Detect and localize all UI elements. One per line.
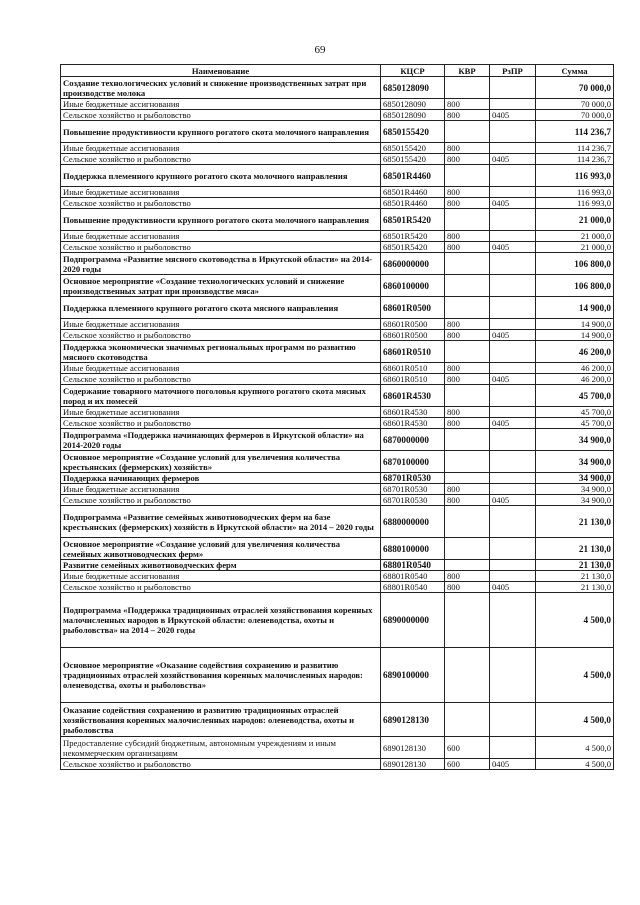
row-rzpr	[490, 593, 536, 648]
row-rzpr: 0405	[490, 154, 536, 165]
row-rzpr	[490, 319, 536, 330]
row-name: Основное мероприятие «Оказание содействия сохранению и развитию традиционных отраслей хозяйствования коренных малочисленных народов: оленеводства, охоты и рыболовства»	[61, 648, 381, 703]
row-name: Иные бюджетные ассигнования	[61, 571, 381, 582]
row-rzpr	[490, 209, 536, 231]
row-kvr	[445, 121, 490, 143]
row-name: Сельское хозяйство и рыболовство	[61, 330, 381, 341]
table-row	[61, 187, 614, 198]
table-row	[61, 571, 614, 582]
row-kcsr: 6850155420	[381, 121, 445, 143]
row-rzpr: 0405	[490, 759, 536, 770]
row-sum: 70 000,0	[536, 99, 614, 110]
row-rzpr	[490, 648, 536, 703]
row-sum: 106 800,0	[536, 253, 614, 275]
row-kvr: 800	[445, 242, 490, 253]
table-row	[61, 110, 614, 121]
row-name: Сельское хозяйство и рыболовство	[61, 759, 381, 770]
row-name: Иные бюджетные ассигнования	[61, 363, 381, 374]
row-sum: 21 000,0	[536, 231, 614, 242]
row-kcsr: 6850128090	[381, 99, 445, 110]
row-kvr	[445, 385, 490, 407]
row-kcsr: 68501R5420	[381, 242, 445, 253]
row-kvr	[445, 77, 490, 99]
table-row	[61, 385, 614, 407]
row-kvr: 800	[445, 495, 490, 506]
row-name: Поддержка племенного крупного рогатого скота мясного направления	[61, 297, 381, 319]
row-kcsr: 6890000000	[381, 593, 445, 648]
row-kcsr: 6850155420	[381, 154, 445, 165]
row-kvr: 800	[445, 571, 490, 582]
row-sum: 46 200,0	[536, 341, 614, 363]
row-rzpr: 0405	[490, 242, 536, 253]
table-row	[61, 538, 614, 560]
row-kcsr: 68601R0510	[381, 363, 445, 374]
row-kcsr: 68801R0540	[381, 560, 445, 571]
row-name: Сельское хозяйство и рыболовство	[61, 582, 381, 593]
table-row	[61, 319, 614, 330]
row-kcsr: 6860100000	[381, 275, 445, 297]
row-sum: 34 900,0	[536, 473, 614, 484]
row-rzpr	[490, 363, 536, 374]
row-name: Сельское хозяйство и рыболовство	[61, 198, 381, 209]
row-kcsr: 68501R5420	[381, 209, 445, 231]
row-kvr: 800	[445, 418, 490, 429]
row-kcsr: 68601R0500	[381, 330, 445, 341]
header-name: Наименование	[61, 65, 381, 77]
table-row	[61, 484, 614, 495]
row-rzpr	[490, 538, 536, 560]
table-row	[61, 143, 614, 154]
row-rzpr	[490, 275, 536, 297]
row-kcsr: 6850155420	[381, 143, 445, 154]
row-kcsr: 68601R0510	[381, 341, 445, 363]
row-kcsr: 68501R4460	[381, 198, 445, 209]
row-sum: 21 000,0	[536, 209, 614, 231]
row-name: Иные бюджетные ассигнования	[61, 407, 381, 418]
table-row	[61, 648, 614, 703]
row-rzpr	[490, 165, 536, 187]
row-sum: 34 900,0	[536, 495, 614, 506]
row-kcsr: 68501R4460	[381, 165, 445, 187]
row-kvr	[445, 429, 490, 451]
row-name: Подпрограмма «Поддержка начинающих фермеров в Иркутской области» на 2014-2020 годы	[61, 429, 381, 451]
row-name: Сельское хозяйство и рыболовство	[61, 374, 381, 385]
row-rzpr	[490, 143, 536, 154]
table-row	[61, 242, 614, 253]
table-row	[61, 407, 614, 418]
row-name: Сельское хозяйство и рыболовство	[61, 110, 381, 121]
row-kvr	[445, 165, 490, 187]
table-row	[61, 121, 614, 143]
table-body	[61, 77, 614, 770]
row-kvr: 800	[445, 319, 490, 330]
row-kcsr: 68601R4530	[381, 407, 445, 418]
row-sum: 116 993,0	[536, 165, 614, 187]
row-kvr	[445, 253, 490, 275]
row-kvr: 800	[445, 187, 490, 198]
row-sum: 21 130,0	[536, 506, 614, 538]
row-name: Сельское хозяйство и рыболовство	[61, 242, 381, 253]
row-rzpr	[490, 737, 536, 759]
row-sum: 4 500,0	[536, 737, 614, 759]
row-rzpr	[490, 231, 536, 242]
row-name: Предоставление субсидий бюджетным, автономным учреждениям и иным некоммерческим организациям	[61, 737, 381, 759]
row-kvr	[445, 473, 490, 484]
table-row	[61, 99, 614, 110]
header-rzpr: РзПР	[490, 65, 536, 77]
row-name: Повышение продуктивности крупного рогатого скота молочного направления	[61, 121, 381, 143]
row-rzpr: 0405	[490, 374, 536, 385]
row-rzpr	[490, 121, 536, 143]
row-name: Подпрограмма «Развитие семейных животноводческих ферм на базе крестьянских (фермерских) хозяйств в Иркутской области» на 2014 – 2020 годы	[61, 506, 381, 538]
row-rzpr	[490, 407, 536, 418]
row-kvr	[445, 209, 490, 231]
row-sum: 34 900,0	[536, 429, 614, 451]
row-rzpr	[490, 429, 536, 451]
row-kcsr: 68701R0530	[381, 473, 445, 484]
row-kvr	[445, 648, 490, 703]
row-kcsr: 6890128130	[381, 759, 445, 770]
row-kcsr: 6880100000	[381, 538, 445, 560]
table-row	[61, 198, 614, 209]
row-kcsr: 6890128130	[381, 703, 445, 737]
row-kvr: 800	[445, 231, 490, 242]
row-sum: 46 200,0	[536, 374, 614, 385]
row-kvr	[445, 451, 490, 473]
row-rzpr	[490, 560, 536, 571]
row-name: Подпрограмма «Поддержка традиционных отраслей хозяйствования коренных малочисленных народов в Иркутской области: оленеводства, охоты и рыболовства» на 2014 – 2020 годы	[61, 593, 381, 648]
row-rzpr	[490, 451, 536, 473]
row-kcsr: 6850128090	[381, 77, 445, 99]
row-rzpr: 0405	[490, 198, 536, 209]
row-kvr: 600	[445, 737, 490, 759]
row-rzpr: 0405	[490, 110, 536, 121]
table-row	[61, 703, 614, 737]
row-kvr: 800	[445, 198, 490, 209]
row-kvr	[445, 297, 490, 319]
row-kvr: 800	[445, 330, 490, 341]
row-rzpr: 0405	[490, 330, 536, 341]
row-sum: 4 500,0	[536, 759, 614, 770]
row-rzpr	[490, 77, 536, 99]
row-kcsr: 68601R0500	[381, 319, 445, 330]
row-kcsr: 6870000000	[381, 429, 445, 451]
row-rzpr	[490, 385, 536, 407]
row-rzpr	[490, 99, 536, 110]
table-row	[61, 275, 614, 297]
row-sum: 21 130,0	[536, 560, 614, 571]
row-rzpr	[490, 187, 536, 198]
row-kvr: 800	[445, 407, 490, 418]
row-sum: 70 000,0	[536, 110, 614, 121]
row-kvr: 800	[445, 484, 490, 495]
row-sum: 116 993,0	[536, 198, 614, 209]
table-row	[61, 737, 614, 759]
row-kcsr: 68601R4530	[381, 418, 445, 429]
row-name: Развитие семейных животноводческих ферм	[61, 560, 381, 571]
table-row	[61, 209, 614, 231]
table-row	[61, 451, 614, 473]
table-row	[61, 77, 614, 99]
row-name: Основное мероприятие «Создание условий для увеличения количества крестьянских (фермерских) хозяйств»	[61, 451, 381, 473]
row-sum: 34 900,0	[536, 484, 614, 495]
row-sum: 114 236,7	[536, 143, 614, 154]
table-row	[61, 495, 614, 506]
row-kcsr: 6860000000	[381, 253, 445, 275]
row-kcsr: 68501R5420	[381, 231, 445, 242]
row-name: Содержание товарного маточного поголовья крупного рогатого скота мясных пород и их помесей	[61, 385, 381, 407]
row-rzpr	[490, 473, 536, 484]
row-kcsr: 68601R0500	[381, 297, 445, 319]
row-rzpr	[490, 484, 536, 495]
row-name: Поддержка племенного крупного рогатого скота молочного направления	[61, 165, 381, 187]
page-number: 69	[314, 44, 326, 56]
row-sum: 70 000,0	[536, 77, 614, 99]
row-sum: 46 200,0	[536, 363, 614, 374]
row-sum: 34 900,0	[536, 451, 614, 473]
row-kcsr: 6890128130	[381, 737, 445, 759]
row-sum: 45 700,0	[536, 385, 614, 407]
table-row	[61, 154, 614, 165]
table-row	[61, 473, 614, 484]
row-kcsr: 68701R0530	[381, 484, 445, 495]
row-sum: 45 700,0	[536, 407, 614, 418]
table-row	[61, 418, 614, 429]
table-row	[61, 429, 614, 451]
table-row	[61, 165, 614, 187]
row-kcsr: 68601R4530	[381, 385, 445, 407]
row-kvr	[445, 506, 490, 538]
row-name: Иные бюджетные ассигнования	[61, 99, 381, 110]
table-header	[61, 65, 614, 77]
row-name: Иные бюджетные ассигнования	[61, 319, 381, 330]
row-name: Создание технологических условий и снижение производственных затрат при производстве молока	[61, 77, 381, 99]
table-row	[61, 341, 614, 363]
row-kvr	[445, 538, 490, 560]
row-name: Сельское хозяйство и рыболовство	[61, 154, 381, 165]
header-sum: Сумма	[536, 65, 614, 77]
row-sum: 14 900,0	[536, 319, 614, 330]
row-kvr	[445, 275, 490, 297]
row-kcsr: 68701R0530	[381, 495, 445, 506]
row-kcsr: 6870100000	[381, 451, 445, 473]
header-row	[61, 65, 614, 77]
row-name: Сельское хозяйство и рыболовство	[61, 495, 381, 506]
row-rzpr	[490, 297, 536, 319]
header-kcsr: КЦСР	[381, 65, 445, 77]
row-kcsr: 6890100000	[381, 648, 445, 703]
row-rzpr	[490, 703, 536, 737]
row-name: Подпрограмма «Развитие мясного скотоводства в Иркутской области» на 2014-2020 годы	[61, 253, 381, 275]
table-row	[61, 297, 614, 319]
row-sum: 14 900,0	[536, 330, 614, 341]
row-rzpr	[490, 253, 536, 275]
row-sum: 45 700,0	[536, 418, 614, 429]
row-kcsr: 6880000000	[381, 506, 445, 538]
row-sum: 4 500,0	[536, 703, 614, 737]
row-sum: 114 236,7	[536, 154, 614, 165]
row-name: Основное мероприятие «Создание технологических условий и снижение производственных затрат при производстве мяса»	[61, 275, 381, 297]
row-name: Сельское хозяйство и рыболовство	[61, 418, 381, 429]
row-name: Повышение продуктивности крупного рогатого скота молочного направления	[61, 209, 381, 231]
row-kvr: 800	[445, 582, 490, 593]
row-sum: 106 800,0	[536, 275, 614, 297]
row-kcsr: 68501R4460	[381, 187, 445, 198]
table-row	[61, 231, 614, 242]
budget-table	[60, 64, 614, 770]
row-name: Иные бюджетные ассигнования	[61, 231, 381, 242]
table-row	[61, 759, 614, 770]
row-name: Иные бюджетные ассигнования	[61, 187, 381, 198]
row-name: Иные бюджетные ассигнования	[61, 484, 381, 495]
row-sum: 4 500,0	[536, 648, 614, 703]
row-name: Иные бюджетные ассигнования	[61, 143, 381, 154]
row-kvr: 600	[445, 759, 490, 770]
row-kvr: 800	[445, 143, 490, 154]
row-kvr: 800	[445, 99, 490, 110]
table-row	[61, 560, 614, 571]
row-kvr: 800	[445, 363, 490, 374]
row-kvr	[445, 560, 490, 571]
row-sum: 21 130,0	[536, 582, 614, 593]
row-kcsr: 68801R0540	[381, 571, 445, 582]
row-rzpr	[490, 571, 536, 582]
row-name: Основное мероприятие «Создание условий для увеличения количества семейных животноводческих ферм»	[61, 538, 381, 560]
table-row	[61, 506, 614, 538]
row-name: Оказание содействия сохранению и развитию традиционных отраслей хозяйствования коренных малочисленных народов: оленеводства, охоты и рыболовства	[61, 703, 381, 737]
row-kvr: 800	[445, 110, 490, 121]
table-row	[61, 593, 614, 648]
row-kvr	[445, 341, 490, 363]
table-row	[61, 374, 614, 385]
row-name: Поддержка начинающих фермеров	[61, 473, 381, 484]
row-sum: 114 236,7	[536, 121, 614, 143]
row-kvr: 800	[445, 374, 490, 385]
row-name: Поддержка экономически значимых региональных программ по развитию мясного скотоводства	[61, 341, 381, 363]
row-sum: 4 500,0	[536, 593, 614, 648]
row-kcsr: 68601R0510	[381, 374, 445, 385]
row-kcsr: 68801R0540	[381, 582, 445, 593]
table-row	[61, 330, 614, 341]
row-kcsr: 6850128090	[381, 110, 445, 121]
row-rzpr: 0405	[490, 582, 536, 593]
table-row	[61, 363, 614, 374]
row-rzpr: 0405	[490, 495, 536, 506]
row-rzpr	[490, 341, 536, 363]
row-sum: 21 000,0	[536, 242, 614, 253]
row-kvr	[445, 593, 490, 648]
row-sum: 14 900,0	[536, 297, 614, 319]
row-rzpr: 0405	[490, 418, 536, 429]
table-row	[61, 582, 614, 593]
row-sum: 21 130,0	[536, 571, 614, 582]
row-sum: 21 130,0	[536, 538, 614, 560]
row-kvr	[445, 703, 490, 737]
row-rzpr	[490, 506, 536, 538]
row-kvr: 800	[445, 154, 490, 165]
header-kvr: КВР	[445, 65, 490, 77]
table-row	[61, 253, 614, 275]
row-sum: 116 993,0	[536, 187, 614, 198]
